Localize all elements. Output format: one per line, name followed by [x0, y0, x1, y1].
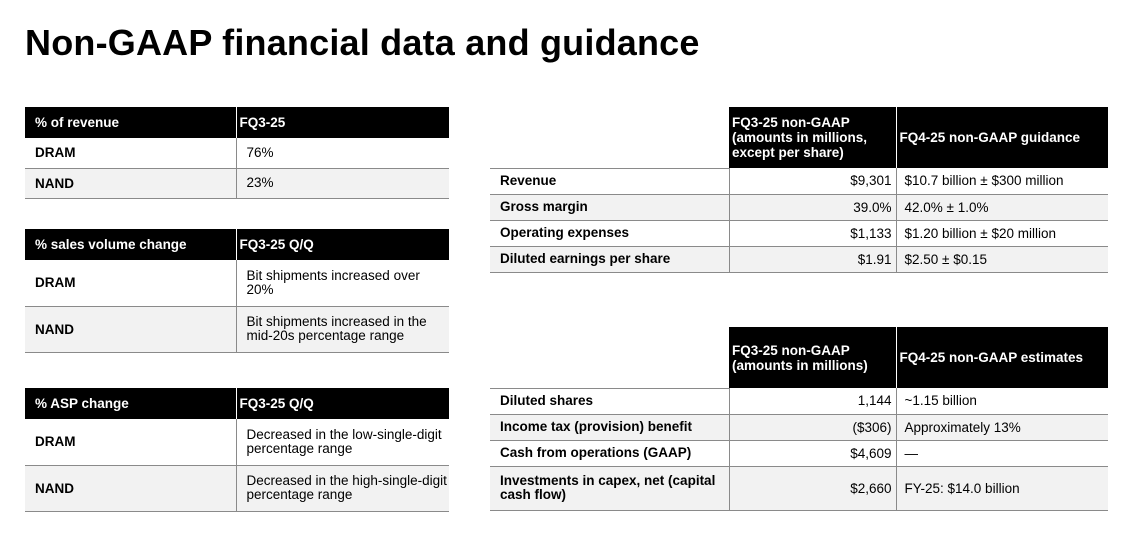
column-header: FQ3-25 Q/Q: [236, 229, 449, 260]
table-row: [490, 194, 1108, 220]
estimate-value: Approximately 13%: [896, 414, 1108, 440]
table-row: [490, 440, 1108, 466]
table-row: [490, 414, 1108, 440]
row-value: Bit shipments increased in the mid-20s percentage range: [236, 306, 449, 352]
guidance-value: $10.7 billion ± $300 million: [896, 168, 1108, 194]
estimate-value: ~1.15 billion: [896, 388, 1108, 414]
row-label: Gross margin: [490, 194, 729, 220]
column-header: FQ4-25 non-GAAP estimates: [896, 327, 1108, 388]
actual-value: $2,660: [729, 466, 896, 510]
asp-change-table: [25, 388, 449, 512]
table-header-row: [25, 388, 449, 419]
table-row: [25, 419, 449, 465]
row-value: Decreased in the low-single-digit percentage range: [236, 419, 449, 465]
row-value: Decreased in the high-single-digit percentage range: [236, 465, 449, 511]
row-label: DRAM: [25, 138, 236, 168]
row-value: Bit shipments increased over 20%: [236, 260, 449, 306]
row-label: NAND: [25, 306, 236, 352]
row-label: Diluted earnings per share: [490, 246, 729, 272]
row-label: Diluted shares: [490, 388, 729, 414]
table-row: [25, 306, 449, 352]
table-row: [25, 260, 449, 306]
estimate-value: —: [896, 440, 1108, 466]
actual-value: 1,144: [729, 388, 896, 414]
table-header-row: [490, 327, 1108, 388]
column-header: [490, 107, 729, 168]
row-label: DRAM: [25, 260, 236, 306]
table-row: [490, 466, 1108, 510]
sales-volume-table: [25, 229, 449, 353]
actual-value: $4,609: [729, 440, 896, 466]
column-header: % sales volume change: [25, 229, 236, 260]
column-header: % of revenue: [25, 107, 236, 138]
table-row: [25, 465, 449, 511]
table-header-row: [25, 107, 449, 138]
table-row: [25, 168, 449, 198]
row-value: 23%: [236, 168, 449, 198]
actual-value: ($306): [729, 414, 896, 440]
table-row: [490, 220, 1108, 246]
guidance-value: $2.50 ± $0.15: [896, 246, 1108, 272]
table-header-row: [490, 107, 1108, 168]
row-label: Income tax (provision) benefit: [490, 414, 729, 440]
column-header: FQ4-25 non-GAAP guidance: [896, 107, 1108, 168]
row-label: NAND: [25, 168, 236, 198]
table-header-row: [25, 229, 449, 260]
actual-value: $9,301: [729, 168, 896, 194]
table-row: [25, 138, 449, 168]
actual-value: $1.91: [729, 246, 896, 272]
estimate-value: FY-25: $14.0 billion: [896, 466, 1108, 510]
row-label: NAND: [25, 465, 236, 511]
column-header: FQ3-25 non-GAAP (amounts in millions, except per share): [729, 107, 896, 168]
actual-value: $1,133: [729, 220, 896, 246]
revenue-mix-table: [25, 107, 449, 199]
table-row: [490, 246, 1108, 272]
guidance-table: [490, 107, 1108, 273]
column-header: [490, 327, 729, 388]
estimates-table: [490, 327, 1108, 511]
row-label: Revenue: [490, 168, 729, 194]
row-label: Cash from operations (GAAP): [490, 440, 729, 466]
column-header: FQ3-25: [236, 107, 449, 138]
column-header: FQ3-25 Q/Q: [236, 388, 449, 419]
row-label: DRAM: [25, 419, 236, 465]
row-label: Operating expenses: [490, 220, 729, 246]
column-header: FQ3-25 non-GAAP (amounts in millions): [729, 327, 896, 388]
actual-value: 39.0%: [729, 194, 896, 220]
row-value: 76%: [236, 138, 449, 168]
column-header: % ASP change: [25, 388, 236, 419]
guidance-value: 42.0% ± 1.0%: [896, 194, 1108, 220]
row-label: Investments in capex, net (capital cash flow): [490, 466, 729, 510]
table-row: [490, 388, 1108, 414]
guidance-value: $1.20 billion ± $20 million: [896, 220, 1108, 246]
page-title: Non-GAAP financial data and guidance: [25, 22, 700, 63]
table-row: [490, 168, 1108, 194]
